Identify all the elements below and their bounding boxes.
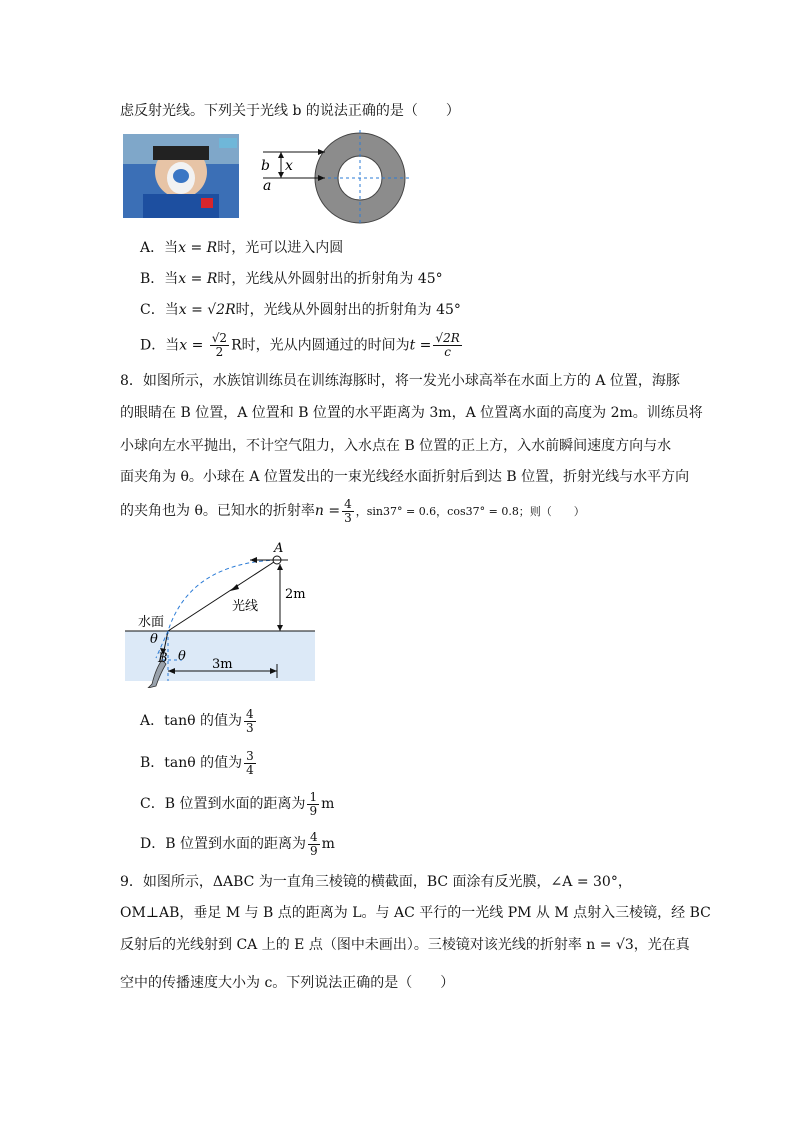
q8-option-b: B．tanθ 的值为 $\frac{3}{4}$ bbox=[140, 748, 254, 777]
label-B: B bbox=[158, 651, 168, 666]
q8-line-5: 的夹角也为 θ。已知水的折射率n = $\frac{4}{3}$ ，sin37° = 0.6，cos37° = 0.8；则（ ） bbox=[120, 496, 585, 525]
q7-option-d: D．当x = $\frac{√2}{2}$ R时，光从内圆通过的时间为t = $\frac{√2R}{c}$ bbox=[140, 331, 460, 359]
q8-option-c: C．B 位置到水面的距离为 $\frac{1}{9}$ m bbox=[140, 789, 335, 818]
q7-ring-figure bbox=[255, 130, 415, 230]
label-a: a bbox=[263, 178, 272, 194]
q9-line-1: 9．如图所示，ΔABC 为一直角三棱镜的横截面，BC 面涂有反光膜，∠A = 30°， bbox=[120, 874, 632, 890]
q7-option-c: C．当x = √2R时，光线从外圆射出的折射角为 45° bbox=[140, 302, 461, 318]
label-A: A bbox=[274, 541, 284, 556]
label-water: 水面 bbox=[138, 615, 165, 630]
q9-line-4: 空中的传播速度大小为 c。下列说法正确的是（ ） bbox=[120, 975, 455, 991]
q9-line-2: OM⊥AB，垂足 M 与 B 点的距离为 L。与 AC 平行的一光线 PM 从 M 点射入三棱镜，经 BC bbox=[120, 905, 711, 921]
q8-line-3: 小球向左水平抛出，不计空气阻力，入水点在 B 位置的正上方，入水前瞬间速度方向与水 bbox=[120, 438, 672, 454]
astronaut-photo bbox=[123, 134, 239, 218]
q9-line-3: 反射后的光线射到 CA 上的 E 点（图中未画出）。三棱镜对该光线的折射率 n = √3，光在真 bbox=[120, 937, 690, 953]
q7-option-b: B．当x = R时，光线从外圆射出的折射角为 45° bbox=[140, 271, 443, 287]
label-b: b bbox=[261, 158, 270, 174]
label-theta-1: θ bbox=[150, 632, 158, 647]
q7-stem-tail: 虑反射光线。下列关于光线 b 的说法正确的是（ ） bbox=[120, 103, 460, 119]
q8-line-4: 面夹角为 θ。小球在 A 位置发出的一束光线经水面折射后到达 B 位置，折射光线与水平方向 bbox=[120, 469, 690, 485]
label-x: x bbox=[285, 158, 293, 174]
label-light: 光线 bbox=[232, 599, 259, 614]
q8-line-1: 8．如图所示，水族馆训练员在训练海豚时，将一发光小球高举在水面上方的 A 位置，海豚 bbox=[120, 373, 680, 389]
q8-option-d: D．B 位置到水面的距离为 $\frac{4}{9}$ m bbox=[140, 829, 335, 858]
q8-option-a: A．tanθ 的值为 $\frac{4}{3}$ bbox=[140, 706, 254, 735]
label-3m: 3m bbox=[212, 657, 233, 672]
label-theta-2: θ bbox=[178, 649, 186, 664]
q8-dolphin-figure bbox=[120, 538, 320, 688]
label-2m: 2m bbox=[285, 587, 306, 602]
q7-option-a: A．当x = R时，光可以进入内圆 bbox=[140, 240, 344, 256]
q8-line-2: 的眼睛在 B 位置，A 位置和 B 位置的水平距离为 3m，A 位置离水面的高度为 2m。训练员将 bbox=[120, 405, 703, 421]
